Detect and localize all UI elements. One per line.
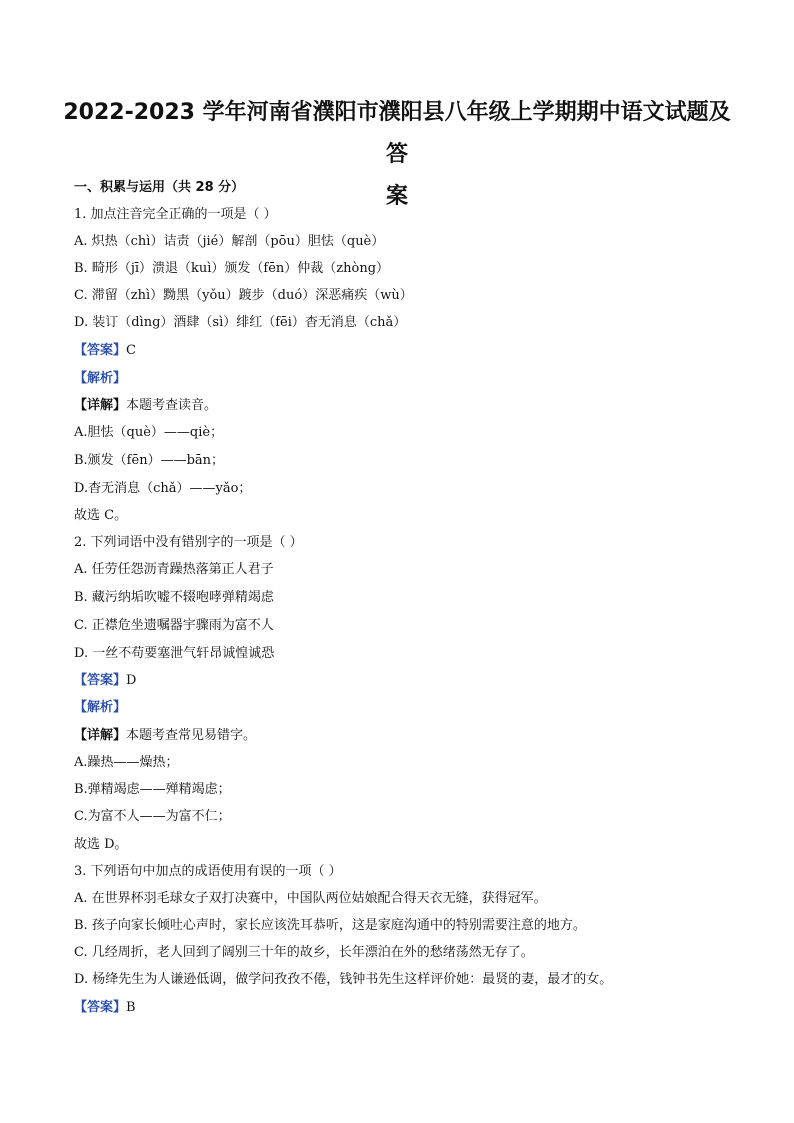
detail-text: 本题考查读音。 [126,398,218,413]
q3-answer [74,999,136,1017]
answer-tag: 【答案】 [74,343,127,358]
q1-option-c: C. 滞留（zhì）黝黑（yǒu）踱步（duó）深恶痛疾（wù） [74,288,413,303]
q2-option-a: A. 任劳任怨沥青躁热落第正人君子 [74,562,274,577]
q1-option-d: D. 装订（dìng）酒肆（sì）绯红（fēi）杳无消息（chǎ） [74,315,407,330]
q2-stem: 2. 下列词语中没有错别字的一项是（ ） [74,535,303,550]
q1-detail-line-3: D.杳无消息（chǎ）——yǎo； [74,481,252,496]
detail-tag: 【详解】 [74,728,127,743]
q1-analysis [74,370,126,388]
q2-answer [74,672,136,690]
answer-value: B [126,1000,136,1015]
q2-option-b: B. 藏污纳垢吹嘘不辍咆哮弹精竭虑 [74,590,274,605]
document-title [60,92,734,218]
q3-stem: 3. 下列语句中加点的成语使用有误的一项（ ） [74,864,342,879]
q1-option-a: A. 炽热（chì）诘责（jié）解剖（pōu）胆怯（què） [74,234,385,249]
q2-analysis [74,699,126,717]
q2-conclusion: 故选 D。 [74,837,128,852]
q1-detail [74,397,217,415]
analysis-tag: 【解析】 [74,371,127,386]
q3-option-a: A. 在世界杯羽毛球女子双打决赛中，中国队两位姑娘配合得天衣无缝，获得冠军。 [74,891,547,906]
q1-conclusion: 故选 C。 [74,508,128,523]
q3-option-c: C. 几经周折，老人回到了阔别三十年的故乡，长年漂泊在外的愁绪荡然无存了。 [74,945,534,960]
q2-detail [74,727,256,745]
q1-detail-line-2: B.颁发（fēn）——bān； [74,453,225,468]
q2-option-c: C. 正襟危坐遗嘱器宇骤雨为富不人 [74,618,274,633]
q2-detail-line-3: C.为富不人——为富不仁； [74,809,231,824]
q2-detail-line-1: A.躁热——燥热； [74,755,179,770]
answer-tag: 【答案】 [74,1000,127,1015]
q2-detail-line-2: B.弹精竭虑——殚精竭虑； [74,782,231,797]
answer-value: D [126,673,137,688]
q1-option-b: B. 畸形（jī）溃退（kuì）颁发（fēn）仲裁（zhòng） [74,261,390,276]
q1-stem: 1. 加点注音完全正确的一项是（ ） [74,207,277,222]
q1-detail-line-1: A.胆怯（què）——qiè； [74,425,224,440]
section-heading: 一、积累与运用（共 28 分） [74,180,245,195]
answer-value: C [126,343,136,358]
detail-tag: 【详解】 [74,398,127,413]
title-line-2: 案 [385,184,408,209]
q2-option-d: D. 一丝不苟要塞泄气轩昂诚惶诚恐 [74,646,275,661]
q1-answer [74,342,136,360]
q3-option-b: B. 孩子向家长倾吐心声时，家长应该洗耳恭听，这是家庭沟通中的特别需要注意的地方。 [74,918,586,933]
detail-text: 本题考查常见易错字。 [126,728,257,743]
q3-option-d: D. 杨绛先生为人谦逊低调，做学问孜孜不倦，钱钟书先生这样评价她：最贤的妻，最才的女。 [74,972,613,987]
analysis-tag: 【解析】 [74,700,127,715]
answer-tag: 【答案】 [74,673,127,688]
title-line-1: 2022-2023 学年河南省濮阳市濮阳县八年级上学期期中语文试题及答 [63,100,731,167]
